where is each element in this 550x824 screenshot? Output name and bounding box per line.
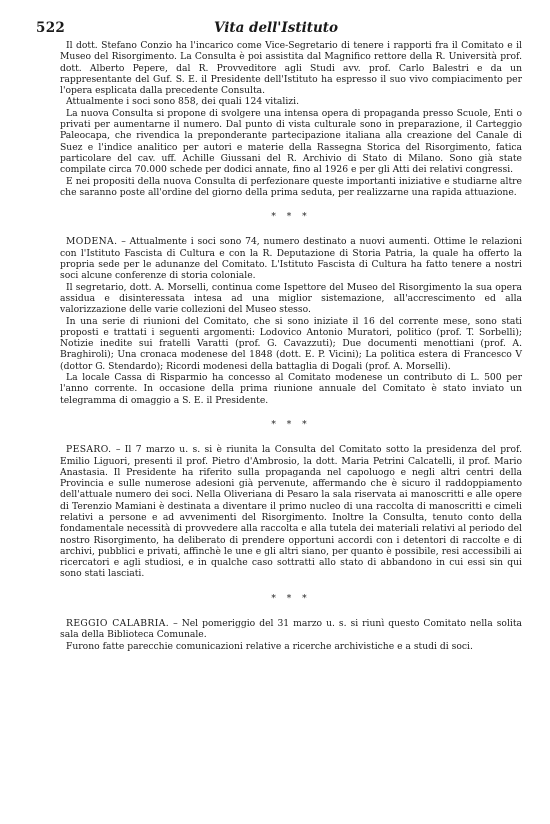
- section-separator: * * *: [271, 593, 311, 604]
- modena-text: – Attualmente i soci sono 74, numero destinato a nuovi aumenti. Ottime le relazioni con l'Istituto Fascista di Cultura e con la R. Deputazione di Storia Patria, la quale ha offerto la propria sede per le adunanze del Comitato. L'Istituto Fascista di Cultura ha fatto tenere a nostri soci alcune conferenze di storia coloniale.: [60, 236, 523, 282]
- page-body: [60, 40, 522, 652]
- section-heading-modena: MODENA.: [66, 236, 118, 248]
- section-separator: * * *: [271, 419, 311, 430]
- intro-paragraph: E nei propositi della nuova Consulta di perfezionare queste importanti iniziative e studiarne altre che saranno poste all'ordine del giorno della prima seduta, per realizzarne una rapida attuazione.: [60, 175, 522, 198]
- section-heading-pesaro: PESARO.: [66, 444, 112, 456]
- page-header: [36, 20, 516, 42]
- reggio-paragraph: Furono fatte parecchie comunicazioni relative a ricerche archivistiche e a studi di soci.: [66, 640, 473, 652]
- running-title: Vita dell'Istituto: [213, 20, 339, 36]
- intro-paragraph: La nuova Consulta si propone di svolgere una intensa opera di propaganda presso Scuole, Enti o privati per aumentarne il numero. Dal punto di vista culturale sono in preparazione, il Carteggio Paleocapa, che rivendica la preponderante partecipazione italiana alla creazione del Canale di Suez e l'indice analitico per autori e materie della Rassegna Storica del Risorgimento, fatica particolare del cav. uff. Achille Giussani del R. Archivio di Stato di Milano. Sono già state compilate circa 70.000 schede per dodici annate, fino al 1926 e per gli Atti dei relativi congressi.: [60, 107, 522, 176]
- intro-paragraph: Il dott. Stefano Conzio ha l'incarico come Vice-Segretario di tenere i rapporti fra il Comitato e il Museo del Risorgimento. La Consulta è poi assistita dal Magnifico rettore della R. Università prof. dott. Alberto Pepere, dal R. Provveditore agli Studi avv. prof. Carlo Balestri e da un rappresentante del Guf. S. E. il Presidente dell'Istituto ha espresso il suo vivo compiacimento per l'opera esplicata dalla precedente Consulta.: [60, 40, 522, 97]
- reggio-section-paragraph: [60, 618, 522, 641]
- section-separator: * * *: [271, 212, 311, 223]
- modena-section-paragraph: [60, 236, 522, 281]
- section-heading-reggio: REGGIO CALABRIA.: [66, 618, 170, 630]
- reggio-text: – Nel pomeriggio del 31 marzo u. s. si riunì questo Comitato nella solita sala della Biblioteca Comunale.: [60, 618, 522, 641]
- modena-paragraph: Il segretario, dott. A. Morselli, continua come Ispettore del Museo del Risorgimento la sua opera assidua e disinteressata intesa ad una miglior sistemazione, all'accrescimento ed alla valorizzazione delle varie collezioni del Museo stesso.: [60, 281, 522, 316]
- intro-paragraph: Attualmente i soci sono 858, dei quali 124 vitalizi.: [66, 96, 299, 108]
- page-number: 522: [36, 20, 66, 36]
- pesaro-text: – Il 7 marzo u. s. si è riunita la Consulta del Comitato sotto la presidenza del prof. Emilio Liguori, presenti il prof. Pietro d'Ambrosio, la dott. Maria Petrini Calcatelli, il prof. Mario Anastasia. Il Presidente ha riferito sulla propaganda nel capoluogo e negli altri centri della Provincia e sulle numerose adesioni già pervenute, affermando che è sicuro il raddoppiamento dell'attuale numero dei soci. Nella Oliveriana di Pesaro la sala riservata ai manoscritti e alle opere di Terenzio Mamiani è destinata a diventare il primo nucleo di una raccolta di manoscritti e cimeli relativi a persone e ad avvenimenti del Risorgimento. Inoltre la Consulta, tenuto conto della fondamentale necessità di provvedere alla raccolta e alla tutela dei materiali relativi al periodo del nostro Risorgimento, ha deliberato di prendere opportuni accordi con i detentori di raccolte e di archivi, pubblici e privati, affinchè le une e gli altri siano, per quanto è possibile, resi accessibili ai ricercatori e agli studiosi, e in qualche caso sottratti allo stato di abbandono in cui essi sin qui sono stati lasciati.: [60, 444, 522, 580]
- modena-paragraph: La locale Cassa di Risparmio ha concesso al Comitato modenese un contributo di L. 500 per l'anno corrente. In occasione della prima riunione annuale del Comitato è stato inviato un telegramma di omaggio a S. E. il Presidente.: [60, 372, 522, 406]
- modena-paragraph: In una serie di riunioni del Comitato, che si sono iniziate il 16 del corrente mese, sono stati proposti e trattati i seguenti argomenti: Lodovico Antonio Muratori, politico (prof. T. Sorbelli); Notizie inedite sui fratelli Varatti (prof. G. Cavazzuti); Due documenti menottiani (prof. A. Braghiroli); Una cronaca modenese del 1848 (dott. E. P. Vicini); La politica estera di Francesco V (dottor G. Stendardo); Ricordi modenesi della battaglia di Dogali (prof. A. Morselli).: [60, 315, 522, 372]
- pesaro-section-paragraph: [60, 444, 522, 580]
